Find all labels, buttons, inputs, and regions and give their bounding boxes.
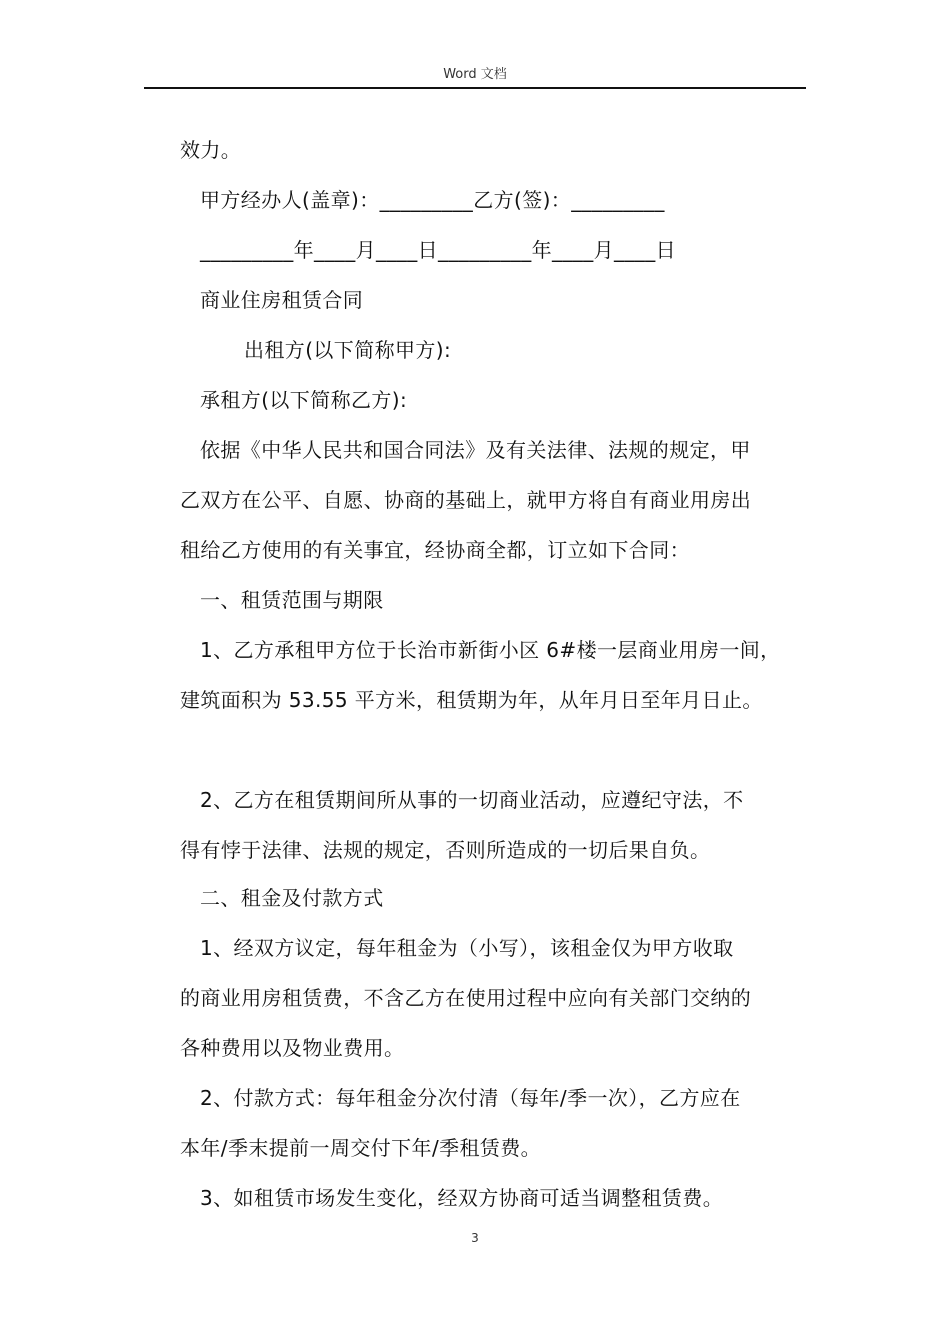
date-line: _________年____月____日_________年____月____日 <box>200 238 676 262</box>
section-heading: 一、租赁范围与期限 <box>200 588 384 612</box>
section-heading: 二、租金及付款方式 <box>200 886 384 910</box>
body-line: 效力。 <box>180 138 242 162</box>
body-line: 乙双方在公平、自愿、协商的基础上，就甲方将自有商业用房出 <box>180 488 752 512</box>
clause-line: 各种费用以及物业费用。 <box>180 1036 405 1060</box>
clause-line: 得有悖于法律、法规的规定，否则所造成的一切后果自负。 <box>180 838 711 862</box>
signature-line: 甲方经办人(盖章)：_________乙方(签)：_________ <box>200 188 665 212</box>
clause-line: 建筑面积为 53.55 平方米，租赁期为年，从年月日至年月日止。 <box>180 688 763 712</box>
clause-line: 的商业用房租赁费，不含乙方在使用过程中应向有关部门交纳的 <box>180 986 752 1010</box>
page-number: 3 <box>471 1231 479 1245</box>
clause-line: 3、如租赁市场发生变化，经双方协商可适当调整租赁费。 <box>200 1186 724 1210</box>
body-line: 依据《中华人民共和国合同法》及有关法律、法规的规定，甲 <box>200 438 751 462</box>
clause-line: 2、乙方在租赁期间所从事的一切商业活动，应遵纪守法，不 <box>200 788 744 812</box>
clause-line: 1、乙方承租甲方位于长治市新街小区 6#楼一层商业用房一间， <box>200 638 781 662</box>
clause-line: 2、付款方式：每年租金分次付清（每年/季一次），乙方应在 <box>200 1086 741 1110</box>
page-header-label: Word 文档 <box>443 67 507 82</box>
clause-line: 1、经双方议定，每年租金为（小写），该租金仅为甲方收取 <box>200 936 734 960</box>
contract-title: 商业住房租赁合同 <box>200 288 364 312</box>
header-divider <box>144 87 806 89</box>
clause-line: 本年/季末提前一周交付下年/季租赁费。 <box>180 1136 542 1160</box>
lessee-line: 承租方(以下简称乙方): <box>200 388 408 412</box>
lessor-line: 出租方(以下简称甲方): <box>244 338 452 362</box>
body-line: 租给乙方使用的有关事宜，经协商全都，订立如下合同： <box>180 538 690 562</box>
